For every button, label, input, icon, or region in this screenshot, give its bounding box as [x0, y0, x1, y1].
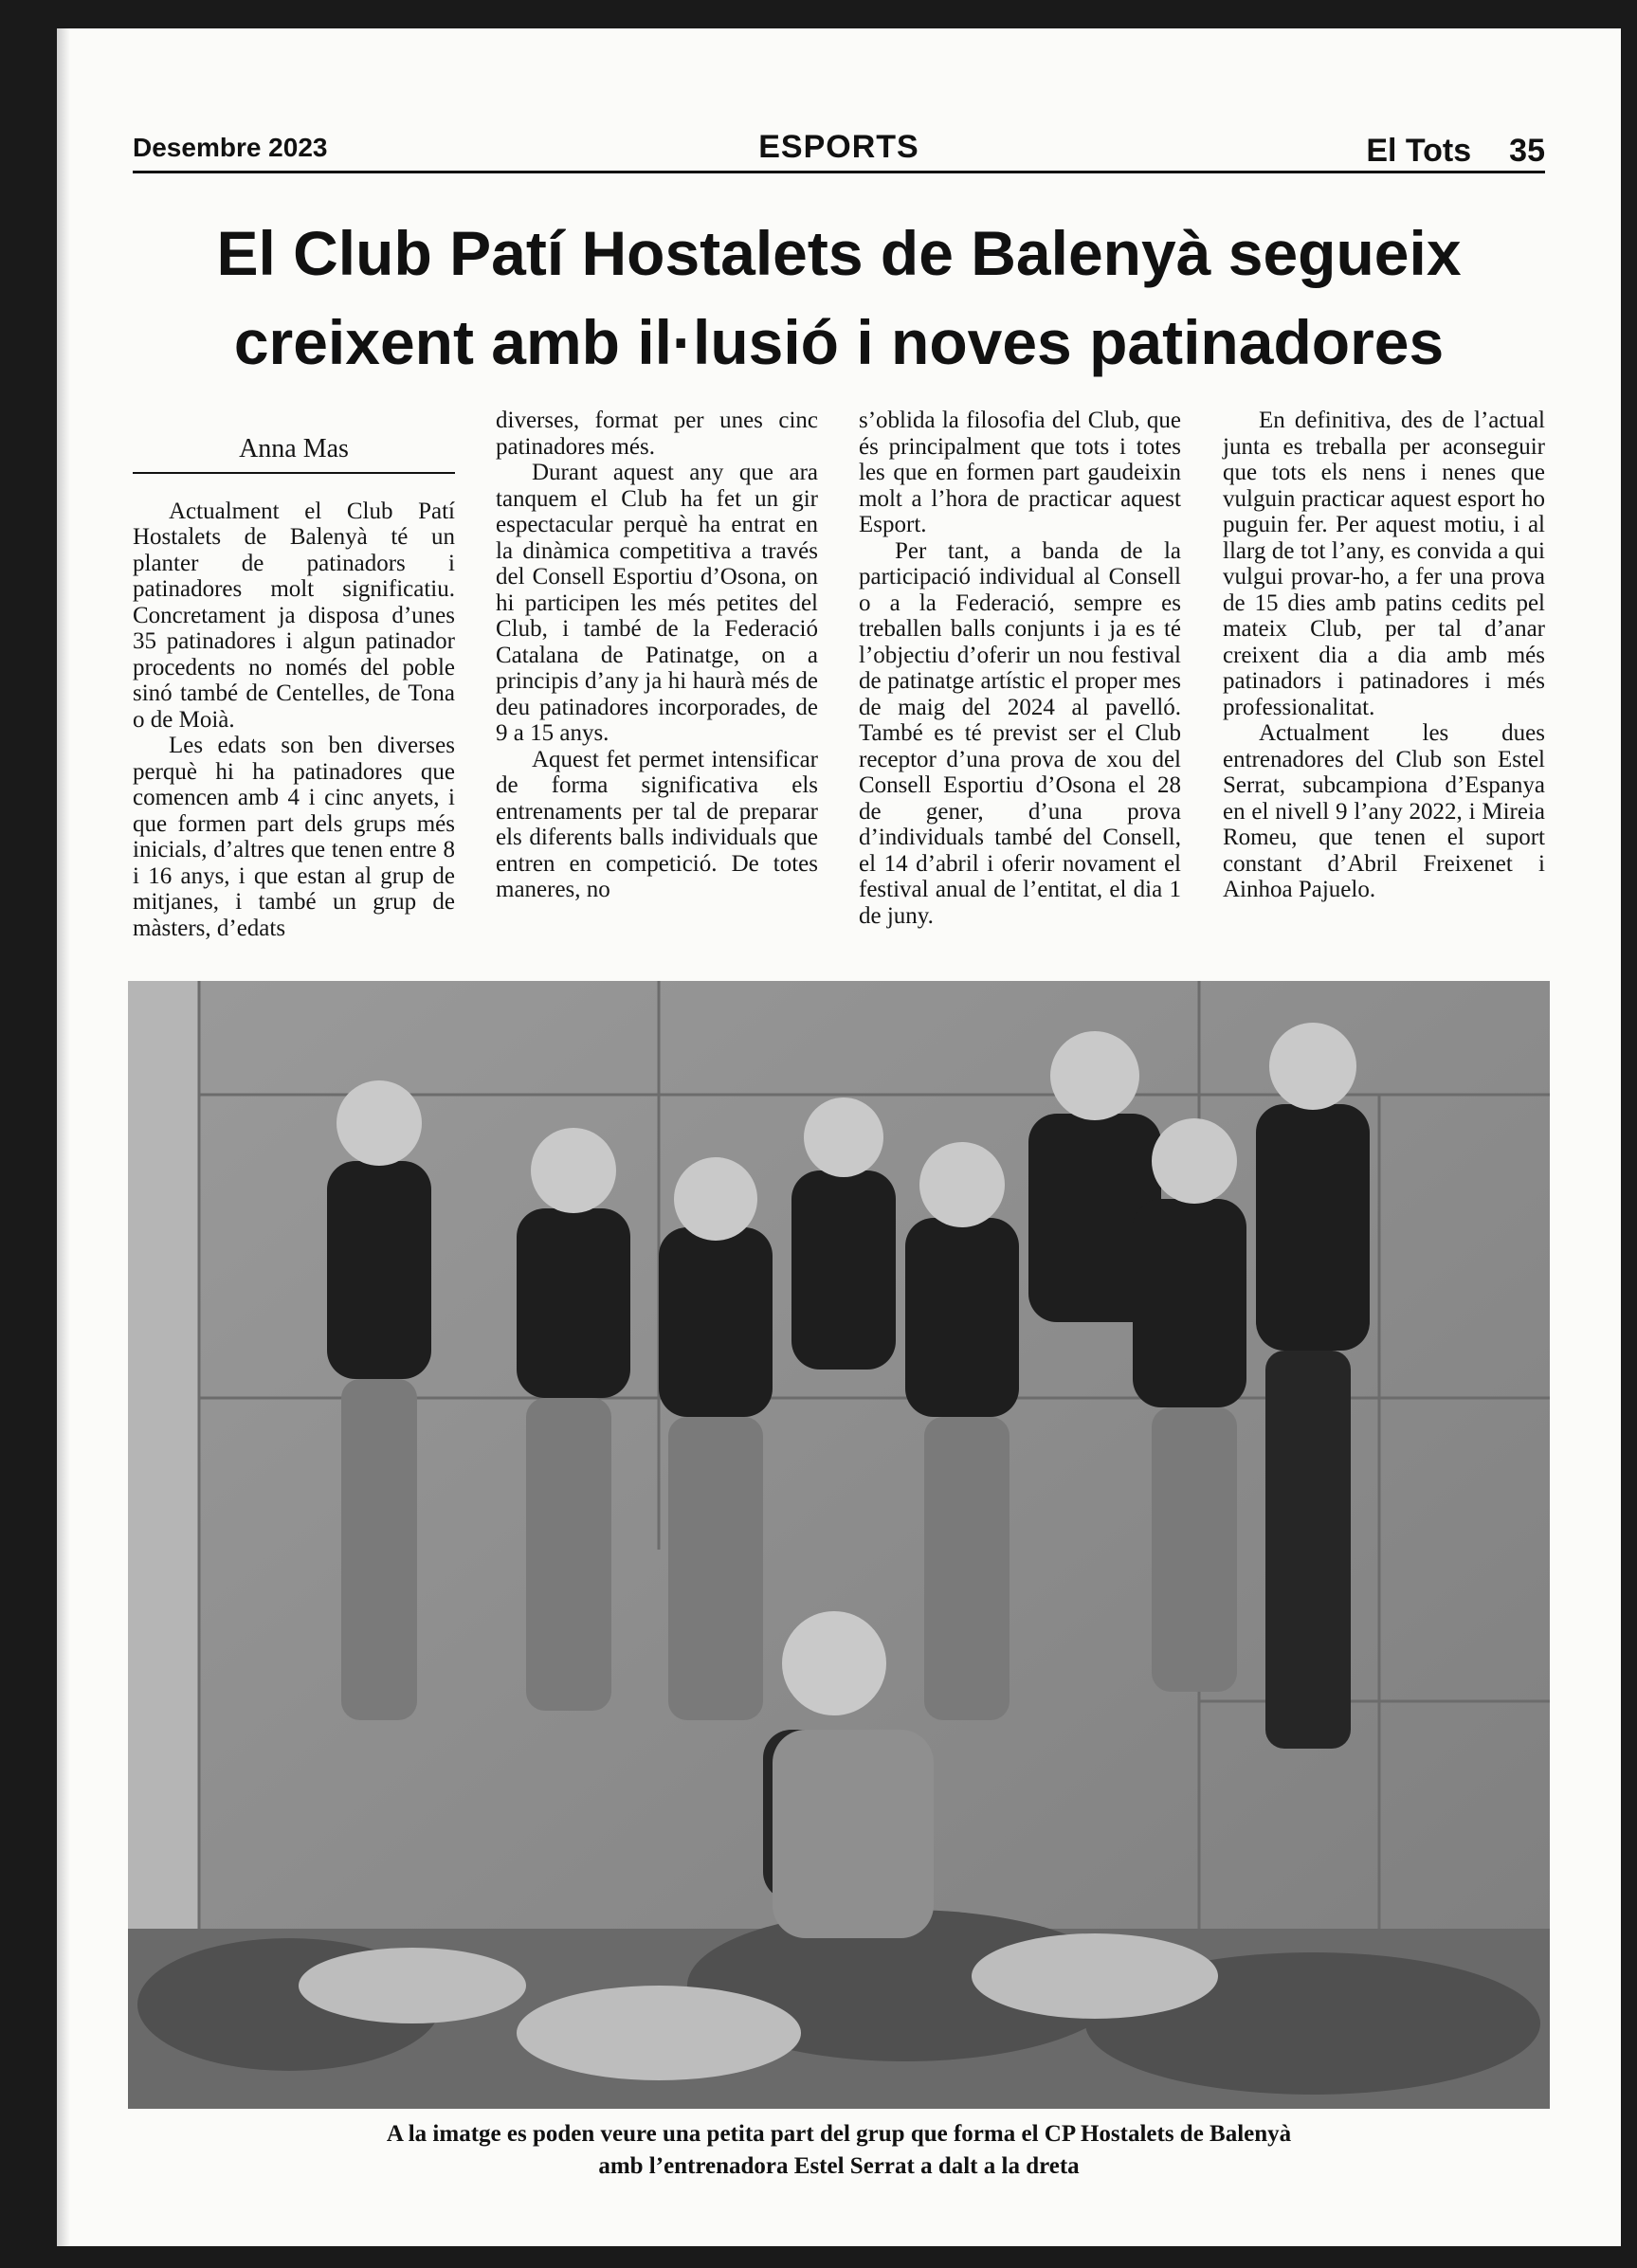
article-author: Anna Mas — [133, 408, 455, 474]
page-gutter-shadow — [57, 28, 70, 2246]
caption-line-1: A la imatge es poden veure una petita part del grup que forma el CP Hostalets de Balenyà — [386, 2121, 1292, 2147]
paragraph: s’oblida la filosofia del Club, que és principalment que tots i totes les que en formen part gaudeixin molt a l’hora de practicar aquest Esport. — [859, 408, 1181, 537]
paragraph: Durant aquest any que ara tanquem el Club ha fet un gir espectacular perquè ha entrat en la dinàmica competitiva a través del Consell Esportiu d’Osona, on hi participen les més petites del Club, i també de la Federació Catalana de Patinatge, on a principis d’any ja hi haurà més de deu patinadores incorporades, de 9 a 15 anys. — [496, 460, 818, 746]
paragraph: diverses, format per unes cinc patinadores més. — [496, 408, 818, 460]
article-column-4 — [1223, 408, 1545, 903]
paragraph: En definitiva, des de l’actual junta es treballa per aconseguir que tots els nens i nenes que vulguin practicar aquest esport ho puguin fer. Per aquest motiu, i al llarg de tot l’any, es convida a qui vulgui provar-ho, a fer una prova de 15 dies amb patins cedits pel mateix Club, per tal d’anar creixent dia a dia amb més patinadors i patinadores i més professionalitat. — [1223, 408, 1545, 720]
photo-caption — [128, 2118, 1550, 2183]
header-date: Desembre 2023 — [133, 133, 328, 162]
article-columns — [133, 408, 1545, 976]
team-photo — [128, 981, 1550, 2109]
header-section: ESPORTS — [758, 129, 919, 165]
page-header — [133, 104, 1545, 173]
team-photo-illustration — [128, 981, 1550, 2109]
caption-line-2: amb l’entrenadora Estel Serrat a dalt a la dreta — [598, 2153, 1080, 2179]
header-publication-block — [1366, 133, 1545, 170]
paragraph: Per tant, a banda de la participació individual al Consell o a la Federació, sempre es treballen balls conjunts i ja es té l’objectiu d’oferir un nou festival de patinatge artístic el proper mes de maig del 2024 al pavelló. També es té previst ser el Club receptor d’una prova de xou del Consell Esportiu d’Osona el 28 de gener, d’una prova d’individuals també del Consell, el 14 d’abril i oferir novament el festival anual de l’entitat, el dia 1 de juny. — [859, 537, 1181, 929]
newspaper-page — [57, 28, 1621, 2246]
paragraph: Les edats son ben diverses perquè hi ha patinadores que comencen amb 4 i cinc anyets, i que formen part dels grups més inicials, d’altres que tenen entre 8 i 16 anys, i que estan al grup de mitjanes, i també un grup de màsters, d’edats — [133, 733, 455, 941]
paragraph: Aquest fet permet intensificar de forma significativa els entrenaments per tal de preparar els diferents balls individuals que entren en competició. De totes maneres, no — [496, 746, 818, 902]
headline-line-2: creixent amb il·lusió i noves patinadores — [233, 307, 1445, 377]
article-column-3 — [859, 408, 1181, 929]
page-number: 35 — [1509, 133, 1545, 169]
article-column-2 — [496, 408, 818, 903]
paragraph: Actualment les dues entrenadores del Club son Estel Serrat, subcampiona d’Espanya en el nivell 9 l’any 2022, i Mireia Romeu, que tenen el suport constant d’Abril Freixenet i Ainhoa Pajuelo. — [1223, 720, 1545, 902]
header-publication: El Tots — [1366, 133, 1472, 169]
headline-line-1: El Club Patí Hostalets de Balenyà segueix — [216, 218, 1462, 288]
paragraph: Actualment el Club Patí Hostalets de Balenyà té un planter de patinadors i patinadores molt significatiu. Concretament ja disposa d’unes 35 patinadores i algun patinador procedents no només del poble sinó també de Centelles, de Tona o de Moià. — [133, 498, 455, 733]
article-headline — [133, 209, 1545, 387]
article-column-1 — [133, 408, 455, 941]
